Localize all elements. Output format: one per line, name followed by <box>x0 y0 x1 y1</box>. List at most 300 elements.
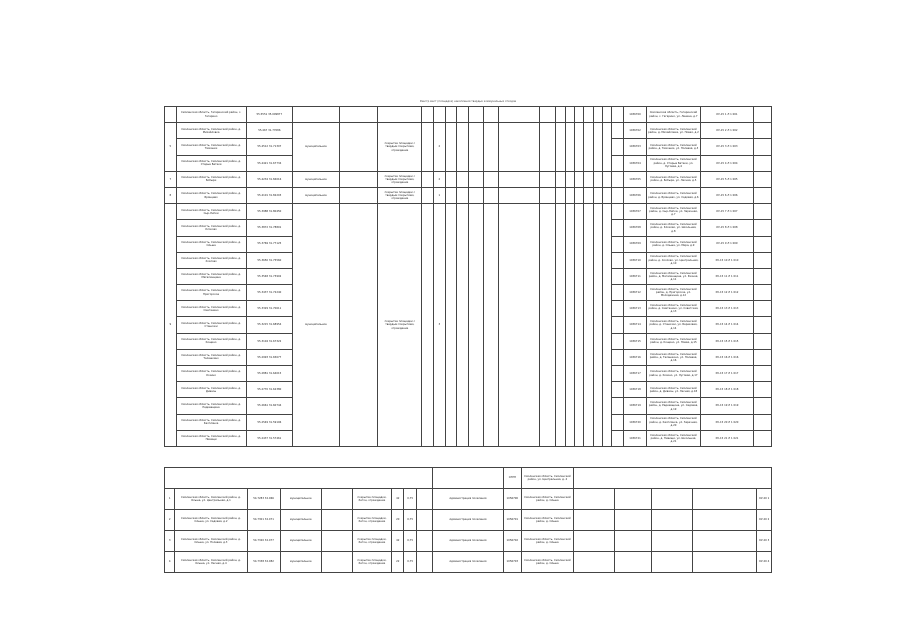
blank-cell <box>457 123 469 172</box>
site-coordinates: 55.4101 31.82203 <box>246 187 293 203</box>
blank-cell <box>612 268 624 284</box>
zone-code: КУ-15 16 Л 1 016 <box>700 349 754 365</box>
site-address: Смоленская область, Смоленский район, д. Касплянка <box>176 414 246 430</box>
row-number: 3 <box>165 530 175 551</box>
owner-name: Администрация поселения <box>433 509 503 530</box>
owner-id: 1036707 <box>623 204 646 220</box>
blank-cell <box>574 187 583 203</box>
blank-cell <box>614 551 651 572</box>
lower-header-ogrn: ОГРН <box>503 467 522 488</box>
owner-id: 1036702 <box>623 123 646 139</box>
zone-code: КУ-15 10 Л 1 010 <box>700 252 754 268</box>
blank-cell <box>457 187 469 203</box>
blank-cell <box>573 509 614 530</box>
owner-address: Смоленская область, Смоленский район, д. Кощино, ул. Новая, д.15 <box>647 333 701 349</box>
surface-material: покрытие площадки, бетон, ограждение <box>352 509 391 530</box>
site-coordinates: 55.3104 31.67322 <box>246 333 293 349</box>
blank-cell <box>614 488 651 509</box>
blank-cell <box>754 268 772 284</box>
container-count: 2 <box>434 123 446 172</box>
container-count: 3 <box>434 204 446 447</box>
zone-code: КУ-15 19 Л 1 019 <box>700 398 754 414</box>
blank-cell <box>574 107 583 123</box>
site-coordinates: 55.2881 31.64015 <box>246 366 293 382</box>
blank-cell <box>754 236 772 252</box>
owner-name: Администрация поселения <box>433 488 503 509</box>
blank-cell <box>484 123 499 172</box>
container-volume: 0,75 <box>404 509 416 530</box>
blank-cell <box>593 107 602 123</box>
blank-cell <box>612 317 624 333</box>
owner-id: 1036720 <box>623 414 646 430</box>
blank-cell <box>652 530 693 551</box>
blank-cell <box>565 123 574 172</box>
table-row <box>165 530 772 551</box>
owner-address: Смоленская область, Смоленский район, д. Бобыри, ул. Лесная, д.5 <box>647 171 701 187</box>
blank-cell <box>584 107 593 123</box>
table-row <box>165 551 772 572</box>
blank-cell <box>693 509 757 530</box>
blank-cell <box>584 123 593 172</box>
blank-cell <box>754 187 772 203</box>
blank-cell <box>468 187 483 203</box>
blank-cell <box>614 530 651 551</box>
blank-cell <box>445 123 457 172</box>
table-row <box>165 204 772 220</box>
owner-id: 1036710 <box>623 252 646 268</box>
container-count: 1 <box>434 187 446 203</box>
site-coordinates: 55.2661 31.60744 <box>246 398 293 414</box>
ownership-kind: муниципальное <box>293 123 340 172</box>
blank-cell <box>754 333 772 349</box>
blank-cell <box>612 220 624 236</box>
owner-id: 1036716 <box>623 349 646 365</box>
blank-cell <box>593 171 602 187</box>
site-address: Смоленская область, Смоленский район, д. Ольша, ул. Лесная, д.4 <box>175 551 247 572</box>
site-coordinates: 55.3437 31.72240 <box>246 285 293 301</box>
blank-cell <box>754 107 772 123</box>
owner-address: Смоленская область, Смоленский район, д. Тимошки, ул. Полевая, д.3 <box>647 139 701 155</box>
site-address: Смоленская область, Смоленский район, д. Ольша <box>176 236 246 252</box>
owner-address: Смоленская область, Смоленский район, д. Клоково, ул. Школьная, д.8 <box>647 220 701 236</box>
zone-code: КУ-15 6 Л 1 006 <box>700 187 754 203</box>
blank-cell <box>754 252 772 268</box>
blank-cell <box>565 204 574 447</box>
blank-cell <box>754 382 772 398</box>
blank-cell <box>321 509 352 530</box>
table-row <box>165 123 772 139</box>
table-row <box>165 107 772 123</box>
container-count: 42 <box>392 488 404 509</box>
blank-cell <box>612 430 624 446</box>
blank-cell <box>422 107 434 123</box>
container-volume: 0,75 <box>404 551 416 572</box>
site-coordinates: 55.3769 31.77125 <box>246 236 293 252</box>
blank-cell <box>416 509 433 530</box>
site-coordinates: 55.2770 31.62380 <box>246 382 293 398</box>
blank-cell <box>540 171 556 187</box>
site-address: Смоленская область, Смоленский район, д. Клоково <box>176 220 246 236</box>
blank-cell <box>445 204 457 447</box>
owner-id: 1036713 <box>623 301 646 317</box>
lower-header-row <box>165 467 772 488</box>
site-address: Смоленская область, Смоленский район, д. Станички <box>176 317 246 333</box>
container-count: 20 <box>392 509 404 530</box>
blank-cell <box>584 187 593 203</box>
blank-cell <box>416 488 433 509</box>
site-address: Смоленская область, Смоленский район, д. Магалинщина <box>176 268 246 284</box>
blank-cell <box>612 252 624 268</box>
zone-code: КУ-20 1 <box>757 488 772 509</box>
blank-cell <box>652 488 693 509</box>
blank-cell <box>612 333 624 349</box>
blank-cell <box>754 220 772 236</box>
site-coordinates: 55.3650 31.75560 <box>246 252 293 268</box>
blank-cell <box>468 123 483 172</box>
lower-header-owner <box>433 467 503 488</box>
blank-cell <box>612 301 624 317</box>
container-count <box>434 107 446 123</box>
blank-cell <box>565 187 574 203</box>
group-number: 5 <box>165 123 177 172</box>
owner-address: Смоленская область, Смоленский район, д. Станички, ул. Березовая, д.14 <box>647 317 701 333</box>
site-address: Смоленская область, Гагаринский район, с. Гагарино <box>176 107 246 123</box>
site-coordinates: 54.7301 32.071 <box>247 509 280 530</box>
blank-cell <box>457 107 469 123</box>
site-coordinates: 54.7283 32.066 <box>247 488 280 509</box>
owner-ogrn: 1056702 <box>503 530 522 551</box>
blank-cell <box>573 488 614 509</box>
owner-address: Смоленская область, Смоленский район, д. Михайловка, ул. Новая, д.2 <box>647 123 701 139</box>
owner-address: Смоленская область, Смоленский район, д. Талашкино, ул. Полевая, д.16 <box>647 349 701 365</box>
owner-address: Смоленская область, Смоленский район, д. Хохлово, ул. Центральная, д.10 <box>647 252 701 268</box>
blank-cell <box>499 171 540 187</box>
blank-cell <box>602 187 611 203</box>
blank-cell <box>612 414 624 430</box>
blank-cell <box>457 171 469 187</box>
blank-cell <box>602 171 611 187</box>
site-coordinates: 55.4512 31.71307 <box>246 139 293 155</box>
zone-code: КУ-15 2 Л 1 002 <box>700 123 754 139</box>
zone-code: КУ-15 3 Л 1 003 <box>700 139 754 155</box>
blank-cell <box>593 123 602 172</box>
blank-cell <box>540 123 556 172</box>
lower-header-text: Смоленская область, Смоленский район, ул. Центральная, д. 4 <box>522 467 574 488</box>
owner-address: Смоленская область, Смоленский район, д. Козино, ул. Луговая, д.17 <box>647 366 701 382</box>
site-address: Смоленская область, Смоленский район, д. Бобыри <box>176 171 246 187</box>
blank-cell <box>339 204 377 447</box>
blank-cell <box>484 107 499 123</box>
ownership-kind <box>293 107 340 123</box>
surface-material: покрытие площадки с твердым покрытием, ограждение <box>378 123 422 172</box>
blank-cell <box>612 366 624 382</box>
blank-cell <box>612 187 624 203</box>
surface-material: покрытие площадки, бетон, ограждение <box>352 488 391 509</box>
blank-cell <box>593 204 602 447</box>
blank-cell <box>484 187 499 203</box>
blank-cell <box>499 204 540 447</box>
blank-cell <box>468 204 483 447</box>
surface-material: покрытие площадки, бетон, ограждение <box>352 551 391 572</box>
blank-cell <box>556 123 565 172</box>
blank-cell <box>457 204 469 447</box>
site-address: Смоленская область, Смоленский район, д. Козино <box>176 366 246 382</box>
blank-cell <box>416 551 433 572</box>
owner-id: 1036704 <box>623 155 646 171</box>
zone-code: КУ-15 17 Л 1 017 <box>700 366 754 382</box>
blank-cell <box>422 123 434 172</box>
site-address: Смоленская область, Смоленский район, д. Старые Батеки <box>176 155 246 171</box>
container-count: 2 <box>434 171 446 187</box>
zone-code: КУ-15 1 Л 1 001 <box>700 107 754 123</box>
blank-cell <box>693 488 757 509</box>
blank-cell <box>754 398 772 414</box>
blank-cell <box>574 171 583 187</box>
zone-code: КУ-15 18 Л 1 018 <box>700 382 754 398</box>
blank-cell <box>612 171 624 187</box>
site-coordinates: 55.3872 31.78801 <box>246 220 293 236</box>
group-number: 8 <box>165 187 177 203</box>
blank-cell <box>614 509 651 530</box>
zone-code: КУ-15 12 Л 1 012 <box>700 285 754 301</box>
blank-cell <box>416 530 433 551</box>
upper-table <box>164 106 772 447</box>
owner-ogrn: 1056700 <box>503 488 522 509</box>
site-address: Смоленская область, Смоленский район, д. Брянцево <box>176 187 246 203</box>
blank-cell <box>574 204 583 447</box>
zone-code: КУ-15 4 Л 1 004 <box>700 155 754 171</box>
owner-id: 1036715 <box>623 333 646 349</box>
site-coordinates: 55.2549 31.59106 <box>246 414 293 430</box>
table-row <box>165 187 772 203</box>
site-address: Смоленская область, Смоленский район, д. Сыр-Липки <box>176 204 246 220</box>
site-coordinates: 55.4234 31.84016 <box>246 171 293 187</box>
site-coordinates: 55.2437 31.57461 <box>246 430 293 446</box>
site-address: Смоленская область, Смоленский район, д. Ольша, ул. Садовая, д.2 <box>175 509 247 530</box>
source-object: Смоленская область, Смоленский район, д. Ольша <box>522 551 574 572</box>
blank-cell <box>584 171 593 187</box>
ownership-kind: муниципальное <box>293 187 340 203</box>
surface-material: покрытие площадки с твердым покрытием, ограждение <box>378 187 422 203</box>
site-address: Смоленская область, Смоленский район, д. Тимошки <box>176 139 246 155</box>
container-count: 22 <box>392 551 404 572</box>
blank-cell <box>540 187 556 203</box>
blank-cell <box>339 123 377 172</box>
site-address: Смоленская область, Смоленский район, д. Нивищи <box>176 430 246 446</box>
owner-id: 1036708 <box>623 220 646 236</box>
zone-code: КУ-15 21 Л 1 021 <box>700 430 754 446</box>
zone-code: КУ-15 8 Л 1 008 <box>700 220 754 236</box>
registry-sheet <box>164 100 772 565</box>
blank-cell <box>556 171 565 187</box>
blank-cell <box>612 398 624 414</box>
site-address: Смоленская область, Смоленский район, д. Ольша, ул. Центральная, д.1 <box>175 488 247 509</box>
owner-address: Смоленская область, Смоленский район, д. Пригорское, ул. Молодежная, д.12 <box>647 285 701 301</box>
owner-address: Смоленская область, Смоленский район, д. Радкевщина, ул. Садовая, д.19 <box>647 398 701 414</box>
blank-cell <box>422 204 434 447</box>
blank-cell <box>573 551 614 572</box>
surface-material: покрытие площадки с твердым покрытием, ограждение <box>378 171 422 187</box>
blank-cell <box>321 530 352 551</box>
blank-cell <box>754 155 772 171</box>
lower-table <box>164 467 772 573</box>
ownership-kind: муниципальное <box>280 530 321 551</box>
owner-address: Смоленская область, Смоленский район, д. Старые Батеки, ул. Луговая, д.4 <box>647 155 701 171</box>
zone-code: КУ-15 20 Л 1 020 <box>700 414 754 430</box>
source-object: Смоленская область, Смоленский район, д. Ольша <box>522 509 574 530</box>
owner-id: 1036714 <box>623 317 646 333</box>
blank-cell <box>612 155 624 171</box>
blank-cell <box>556 107 565 123</box>
ownership-kind: муниципальное <box>280 488 321 509</box>
owner-id: 1036718 <box>623 382 646 398</box>
ownership-kind: муниципальное <box>280 509 321 530</box>
blank-cell <box>754 204 772 220</box>
source-object: Смоленская область, Смоленский район, д. Ольша <box>522 530 574 551</box>
owner-address: Смоленская область, Смоленский район, д. Сметанино, ул. Советская, д.13 <box>647 301 701 317</box>
site-address: Смоленская область, Смоленский район, д. Талашкино <box>176 349 246 365</box>
blank-cell <box>565 171 574 187</box>
blank-cell <box>754 366 772 382</box>
ownership-kind: муниципальное <box>280 551 321 572</box>
sheet-title: Реестр мест (площадок) накопления твердых коммунальных отходов <box>419 100 517 103</box>
blank-cell <box>484 171 499 187</box>
blank-cell <box>612 139 624 155</box>
owner-ogrn: 1056703 <box>503 551 522 572</box>
blank-cell <box>573 530 614 551</box>
owner-id: 1036700 <box>623 107 646 123</box>
blank-cell <box>556 187 565 203</box>
owner-address: Смоленская область, Гагаринский район, с. Гагарино, ул. Ленина, д.7 <box>647 107 701 123</box>
blank-cell <box>612 285 624 301</box>
blank-cell <box>754 139 772 155</box>
owner-id: 1036721 <box>623 430 646 446</box>
blank-cell <box>499 107 540 123</box>
zone-code: КУ-20 4 <box>757 551 772 572</box>
blank-cell <box>468 171 483 187</box>
blank-cell <box>339 107 377 123</box>
blank-cell <box>468 107 483 123</box>
zone-code: КУ-15 5 Л 1 005 <box>700 171 754 187</box>
zone-code: КУ-15 11 Л 1 011 <box>700 268 754 284</box>
source-object: Смоленская область, Смоленский район, д. Ольша <box>522 488 574 509</box>
blank-cell <box>612 349 624 365</box>
site-coordinates: 55.3548 31.73902 <box>246 268 293 284</box>
blank-cell <box>754 349 772 365</box>
blank-cell <box>445 107 457 123</box>
surface-material: покрытие площадки, бетон, ограждение <box>352 530 391 551</box>
table-row <box>165 488 772 509</box>
blank-cell <box>652 509 693 530</box>
ownership-kind: муниципальное <box>293 204 340 447</box>
blank-cell <box>612 236 624 252</box>
zone-code: КУ-15 15 Л 1 015 <box>700 333 754 349</box>
site-coordinates: 54.7320 32.077 <box>247 530 280 551</box>
zone-code: КУ-15 9 Л 1 009 <box>700 236 754 252</box>
ownership-kind: муниципальное <box>293 171 340 187</box>
blank-cell <box>754 430 772 446</box>
owner-id: 1036703 <box>623 139 646 155</box>
blank-cell <box>445 187 457 203</box>
site-address: Смоленская область, Смоленский район, д. Кощино <box>176 333 246 349</box>
group-number: 9 <box>165 204 177 447</box>
blank-cell <box>602 204 611 447</box>
site-address: Смоленская область, Смоленский район, д. Хохлово <box>176 252 246 268</box>
blank-cell <box>754 171 772 187</box>
site-address: Смоленская область, Смоленский район, д. Радкевщина <box>176 398 246 414</box>
blank-cell <box>602 107 611 123</box>
owner-id: 1036709 <box>623 236 646 252</box>
blank-cell <box>321 488 352 509</box>
blank-cell <box>499 187 540 203</box>
row-number: 4 <box>165 551 175 572</box>
site-address: Смоленская область, Смоленский район, д. Ольша, ул. Полевая, д.3 <box>175 530 247 551</box>
site-coordinates: 55.3988 31.80450 <box>246 204 293 220</box>
blank-cell <box>602 123 611 172</box>
blank-cell <box>540 204 556 447</box>
site-coordinates: 55.3329 31.70611 <box>246 301 293 317</box>
blank-cell <box>484 204 499 447</box>
container-volume: 0,75 <box>404 530 416 551</box>
blank-cell <box>556 204 565 447</box>
site-coordinates: 55.3215 31.68954 <box>246 317 293 333</box>
owner-name: Администрация поселения <box>433 530 503 551</box>
site-address: Смоленская область, Смоленский район, д. Дивасы <box>176 382 246 398</box>
owner-id: 1036711 <box>623 268 646 284</box>
surface-material: покрытие площадки с твердым покрытием, ограждение <box>378 204 422 447</box>
site-coordinates: 55.4421 31.67734 <box>246 155 293 171</box>
site-address: Смоленская область, Смоленский район, д. Пригорское <box>176 285 246 301</box>
blank-cell <box>754 414 772 430</box>
blank-cell <box>499 123 540 172</box>
container-count: 42 <box>392 530 404 551</box>
blank-cell <box>593 187 602 203</box>
owner-address: Смоленская область, Смоленский район, д. Нивищи, ул. Школьная, д.21 <box>647 430 701 446</box>
owner-address: Смоленская область, Смоленский район, д. Дивасы, ул. Лесная, д.18 <box>647 382 701 398</box>
zone-code: КУ-15 7 Л 1 007 <box>700 204 754 220</box>
owner-id: 1036719 <box>623 398 646 414</box>
owner-id: 1036717 <box>623 366 646 382</box>
blank-cell <box>754 285 772 301</box>
row-number: 1 <box>165 488 175 509</box>
group-number <box>165 107 177 123</box>
blank-cell <box>612 107 624 123</box>
owner-id: 1036706 <box>623 187 646 203</box>
blank-cell <box>693 530 757 551</box>
blank-cell <box>584 204 593 447</box>
owner-name: Администрация поселения <box>433 551 503 572</box>
site-address: Смоленская область, Смоленский район, д. Михайловка <box>176 123 246 139</box>
blank-cell <box>321 551 352 572</box>
blank-cell <box>612 204 624 220</box>
zone-code: КУ-20 3 <box>757 530 772 551</box>
blank-cell <box>652 551 693 572</box>
zone-code: КУ-20 2 <box>757 509 772 530</box>
blank-cell <box>339 171 377 187</box>
owner-address: Смоленская область, Смоленский район, д. Ольша, ул. Мира, д.9 <box>647 236 701 252</box>
surface-material <box>378 107 422 123</box>
owner-address: Смоленская область, Смоленский район, д. Брянцево, ул. Садовая, д.6 <box>647 187 701 203</box>
blank-cell <box>339 187 377 203</box>
zone-code: КУ-15 14 Л 1 014 <box>700 317 754 333</box>
blank-cell <box>754 317 772 333</box>
blank-cell <box>754 123 772 139</box>
blank-cell <box>422 187 434 203</box>
container-volume: 0,75 <box>404 488 416 509</box>
owner-address: Смоленская область, Смоленский район, д. Сыр-Липки, ул. Заречная, д.7 <box>647 204 701 220</box>
zone-code: КУ-15 13 Л 1 013 <box>700 301 754 317</box>
blank-cell <box>574 123 583 172</box>
